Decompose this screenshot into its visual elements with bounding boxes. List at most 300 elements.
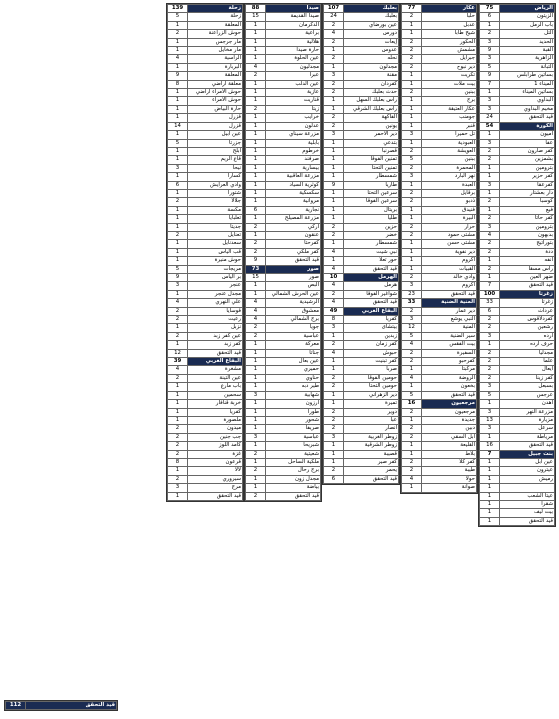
town-count: 2	[246, 240, 266, 248]
town-row	[402, 391, 477, 399]
total-label: قيد التحقق	[26, 702, 117, 710]
town-count: 1	[168, 47, 188, 55]
town-row	[324, 231, 399, 239]
town-name: شبريحا	[266, 442, 321, 450]
town-name: الحديد	[500, 38, 555, 46]
town-count: 1	[480, 484, 500, 492]
town-count: 1	[324, 198, 344, 206]
district-panel-1	[478, 3, 556, 527]
town-count: 1	[246, 189, 266, 197]
town-name: بيسارية	[266, 164, 321, 172]
town-row	[480, 517, 555, 525]
town-row	[402, 316, 477, 324]
town-name: بتوراتيج	[500, 240, 555, 248]
town-count: 2	[168, 198, 188, 206]
town-count: 1	[402, 114, 422, 122]
town-name: دير الاحمر	[344, 131, 399, 139]
town-count: 1	[402, 215, 422, 223]
town-count: 1	[324, 458, 344, 466]
town-count: 6	[480, 13, 500, 21]
town-row	[402, 131, 477, 139]
town-row	[402, 358, 477, 366]
district-header-row	[402, 5, 477, 13]
town-row	[402, 114, 477, 122]
district-total: 88	[246, 5, 266, 13]
town-name: اهدن	[500, 400, 555, 408]
town-row	[246, 21, 321, 29]
town-row	[480, 467, 555, 475]
town-name: قيد التحقق	[188, 349, 243, 357]
town-count: 1	[402, 450, 422, 458]
town-row	[168, 366, 243, 374]
town-count: 9	[480, 72, 500, 80]
town-name: عين الدلب	[266, 80, 321, 88]
town-row	[246, 416, 321, 424]
town-row	[324, 114, 399, 122]
town-row	[402, 475, 477, 483]
town-row	[480, 265, 555, 273]
town-name: حوش الامراء	[188, 97, 243, 105]
town-count: 3	[480, 223, 500, 231]
town-count: 2	[480, 198, 500, 206]
town-count: 2	[402, 147, 422, 155]
town-count: 3	[480, 383, 500, 391]
town-count: 1	[246, 131, 266, 139]
town-count: 3	[480, 181, 500, 189]
town-row	[480, 458, 555, 466]
town-count: 2	[246, 467, 266, 475]
town-name: دورس	[344, 30, 399, 38]
total-value: 112	[6, 702, 26, 710]
town-name: تمنين التحتا	[344, 164, 399, 172]
town-row	[402, 274, 477, 282]
town-row	[168, 299, 243, 307]
town-count: 1	[402, 265, 422, 273]
town-row	[324, 105, 399, 113]
district-total: 7	[480, 450, 500, 458]
town-row	[480, 475, 555, 483]
town-count: 4	[324, 265, 344, 273]
town-count: 7	[480, 80, 500, 88]
town-row	[480, 374, 555, 382]
town-count: 3	[402, 316, 422, 324]
town-count: 1	[402, 122, 422, 130]
town-name: المنية	[422, 324, 477, 332]
town-count: 1	[168, 147, 188, 155]
town-name: زحلة	[188, 13, 243, 21]
town-name: مجدليا	[500, 349, 555, 357]
town-name: شهابية	[266, 391, 321, 399]
town-name: حومين الفوقا	[344, 374, 399, 382]
town-row	[168, 122, 243, 130]
town-name: البربارة	[188, 63, 243, 71]
district-total: 75	[480, 5, 500, 13]
town-count: 3	[402, 173, 422, 181]
town-name: انصار	[344, 425, 399, 433]
town-row	[246, 332, 321, 340]
town-count: 2	[402, 458, 422, 466]
town-name: حناوي	[266, 374, 321, 382]
town-count: 4	[168, 55, 188, 63]
town-count: 1	[168, 492, 188, 500]
town-row	[168, 97, 243, 105]
town-name: ببنين	[422, 156, 477, 164]
town-name: نجارية	[266, 206, 321, 214]
town-count: 2	[168, 332, 188, 340]
town-row	[402, 332, 477, 340]
town-name: معركة	[266, 341, 321, 349]
town-row	[480, 358, 555, 366]
town-row	[324, 450, 399, 458]
town-count: 1	[168, 105, 188, 113]
town-name: كسارا	[188, 173, 243, 181]
town-row	[246, 105, 321, 113]
town-name: قب الياس	[188, 248, 243, 256]
town-row	[402, 181, 477, 189]
town-row	[168, 425, 243, 433]
town-name: حارة البياض	[188, 105, 243, 113]
town-row	[246, 80, 321, 88]
town-row	[168, 30, 243, 38]
town-name: عدوس	[344, 47, 399, 55]
town-name: ابلح	[188, 147, 243, 155]
town-name: رشعين	[500, 324, 555, 332]
town-count: 33	[480, 299, 500, 307]
town-row	[246, 89, 321, 97]
town-row	[246, 282, 321, 290]
town-row	[246, 475, 321, 483]
town-row	[480, 484, 555, 492]
town-row	[324, 13, 399, 21]
town-row	[324, 391, 399, 399]
town-count: 2	[402, 63, 422, 71]
town-row	[324, 198, 399, 206]
town-name: حرف ارده	[500, 341, 555, 349]
town-row	[246, 391, 321, 399]
town-row	[324, 416, 399, 424]
town-row	[324, 55, 399, 63]
town-name: قيد التحقق	[188, 492, 243, 500]
town-row	[168, 156, 243, 164]
town-count: 1	[246, 475, 266, 483]
town-row	[324, 173, 399, 181]
town-row	[168, 206, 243, 214]
district-total: 49	[324, 307, 344, 315]
town-name: صور	[266, 274, 321, 282]
town-row	[246, 189, 321, 197]
town-name: حرار	[422, 223, 477, 231]
town-name: بترومين	[500, 164, 555, 172]
town-count: 1	[168, 38, 188, 46]
town-row	[324, 139, 399, 147]
town-name: حور تعلا	[344, 257, 399, 265]
town-row	[402, 215, 477, 223]
town-count: 2	[480, 366, 500, 374]
town-row	[168, 257, 243, 265]
town-row	[168, 374, 243, 382]
town-row	[480, 89, 555, 97]
town-count: 1	[324, 97, 344, 105]
town-name: مزرعة المصيلح	[266, 215, 321, 223]
district-name: صور	[266, 265, 321, 273]
town-name: وادي العرايش	[188, 181, 243, 189]
town-count: 2	[324, 223, 344, 231]
town-row	[168, 80, 243, 88]
town-name: فيع	[500, 206, 555, 214]
town-row	[324, 206, 399, 214]
town-count: 5	[480, 63, 500, 71]
town-row	[402, 341, 477, 349]
town-name: قيد التحقق	[500, 114, 555, 122]
town-row	[246, 400, 321, 408]
town-row	[168, 475, 243, 483]
town-name: كفردان	[344, 80, 399, 88]
town-count: 2	[480, 240, 500, 248]
town-count: 2	[168, 433, 188, 441]
town-row	[246, 248, 321, 256]
town-name: بتدعي	[344, 139, 399, 147]
town-count: 4	[402, 341, 422, 349]
town-row	[402, 349, 477, 357]
town-row	[402, 374, 477, 382]
town-count: 1	[168, 206, 188, 214]
town-name: بساتين الميناء	[500, 89, 555, 97]
town-count: 3	[402, 131, 422, 139]
town-name: صربا	[344, 366, 399, 374]
town-name: كفرحبو	[422, 358, 477, 366]
town-name: كفر صير	[344, 458, 399, 466]
town-row	[246, 122, 321, 130]
town-count: 1	[480, 492, 500, 500]
town-count: 3	[480, 425, 500, 433]
town-name: عبا	[344, 416, 399, 424]
town-count: 1	[246, 484, 266, 492]
town-name: برج الشمالي	[266, 316, 321, 324]
town-count: 2	[402, 274, 422, 282]
town-count: 3	[168, 164, 188, 172]
town-count: 3	[480, 105, 500, 113]
town-count: 1	[168, 156, 188, 164]
town-row	[480, 80, 555, 88]
town-name: بترومين	[500, 223, 555, 231]
district-panel-3	[322, 3, 400, 485]
town-row	[480, 206, 555, 214]
town-row	[324, 63, 399, 71]
town-name: كفر زبد	[188, 341, 243, 349]
town-count: 1	[402, 206, 422, 214]
town-name: دير نفوية	[422, 248, 477, 256]
town-count: 1	[246, 38, 266, 46]
town-row	[480, 307, 555, 315]
town-name: المعلقة	[188, 21, 243, 29]
town-name: جبرايل	[422, 55, 477, 63]
town-count: 1	[324, 164, 344, 172]
town-name: مكسة	[188, 206, 243, 214]
town-count: 1	[246, 366, 266, 374]
town-row	[480, 139, 555, 147]
town-count: 1	[246, 425, 266, 433]
town-count: 4	[168, 299, 188, 307]
town-count: 1	[168, 114, 188, 122]
town-name: عنقون	[266, 231, 321, 239]
town-row	[324, 400, 399, 408]
town-row	[246, 374, 321, 382]
town-row	[480, 97, 555, 105]
town-name: برج رحال	[266, 467, 321, 475]
town-row	[402, 408, 477, 416]
town-count: 1	[246, 442, 266, 450]
town-count: 1	[324, 358, 344, 366]
town-row	[324, 189, 399, 197]
town-count: 1	[324, 442, 344, 450]
town-count: 1	[402, 484, 422, 492]
town-name: مقنة	[344, 72, 399, 80]
town-count: 2	[324, 374, 344, 382]
town-count: 1	[246, 341, 266, 349]
town-count: 2	[402, 223, 422, 231]
town-row	[246, 198, 321, 206]
town-name: مار مخايل	[188, 47, 243, 55]
town-row	[168, 324, 243, 332]
district-name: زغرتا	[500, 290, 555, 298]
town-row	[246, 299, 321, 307]
town-row	[246, 383, 321, 391]
town-count: 1	[168, 240, 188, 248]
town-name: خرطوم	[266, 147, 321, 155]
town-count: 2	[324, 114, 344, 122]
town-count: 4	[246, 316, 266, 324]
town-name: وادي خالد	[422, 274, 477, 282]
town-count: 1	[480, 458, 500, 466]
town-count: 2	[480, 147, 500, 155]
town-name: عيتا الشعب	[500, 492, 555, 500]
town-row	[402, 324, 477, 332]
town-row	[480, 231, 555, 239]
town-name: نزبل	[188, 324, 243, 332]
town-name: عرداث	[500, 307, 555, 315]
town-row	[246, 97, 321, 105]
town-name: مشمش	[422, 47, 477, 55]
town-count: 1	[324, 450, 344, 458]
town-count: 1	[168, 21, 188, 29]
town-row	[402, 164, 477, 172]
district-header-row	[246, 265, 321, 273]
town-count: 1	[246, 55, 266, 63]
town-name: سيروري	[188, 475, 243, 483]
town-count: 1	[324, 257, 344, 265]
town-row	[168, 307, 243, 315]
town-row	[324, 156, 399, 164]
town-count: 1	[324, 206, 344, 214]
town-name: صريفا	[266, 425, 321, 433]
town-name: الراسية	[188, 55, 243, 63]
town-count: 2	[246, 324, 266, 332]
town-count: 1	[480, 274, 500, 282]
town-count: 1	[480, 400, 500, 408]
town-count: 2	[402, 425, 422, 433]
town-row	[246, 492, 321, 500]
town-name: بيت ملات	[422, 80, 477, 88]
town-row	[168, 72, 243, 80]
town-row	[246, 215, 321, 223]
town-count: 1	[324, 391, 344, 399]
town-name: ذدبو	[422, 198, 477, 206]
town-count: 2	[402, 358, 422, 366]
town-row	[168, 181, 243, 189]
town-count: 4	[402, 374, 422, 382]
district-name: مرجعيون	[422, 400, 477, 408]
town-name: جديتا	[188, 223, 243, 231]
district-header-row	[480, 5, 555, 13]
town-row	[324, 215, 399, 223]
town-row	[168, 332, 243, 340]
town-row	[402, 257, 477, 265]
town-row	[246, 316, 321, 324]
town-name: مجدل زون	[266, 475, 321, 483]
town-count: 2	[246, 492, 266, 500]
town-name	[500, 484, 555, 492]
town-row	[168, 458, 243, 466]
town-name: التل	[500, 30, 555, 38]
town-count: 2	[480, 358, 500, 366]
town-count: 7	[480, 282, 500, 290]
town-count: 5	[402, 391, 422, 399]
town-row	[246, 240, 321, 248]
town-count: 2	[402, 38, 422, 46]
town-name: صرفند	[266, 156, 321, 164]
town-name: عباسية	[266, 332, 321, 340]
town-row	[480, 332, 555, 340]
town-row	[246, 358, 321, 366]
town-row	[324, 181, 399, 189]
town-name: النبي يوشع	[422, 316, 477, 324]
town-row	[324, 467, 399, 475]
town-count: 4	[246, 63, 266, 71]
town-row	[324, 265, 399, 273]
town-name: راس بعلبك السهل	[344, 97, 399, 105]
town-name: حبوش	[344, 349, 399, 357]
town-name: مزيارة	[500, 416, 555, 424]
town-name: قيد التحقق	[266, 492, 321, 500]
town-row	[324, 21, 399, 29]
town-name: تل حميرا	[422, 131, 477, 139]
town-row	[480, 316, 555, 324]
town-name: القليعة	[422, 442, 477, 450]
town-name: برقايل	[422, 189, 477, 197]
town-count: 5	[168, 139, 188, 147]
town-row	[168, 63, 243, 71]
town-row	[246, 223, 321, 231]
town-name: بدبهون	[500, 231, 555, 239]
town-count: 1	[246, 21, 266, 29]
town-name: عين بورضاي	[344, 21, 399, 29]
town-name: جزرتا	[188, 139, 243, 147]
town-name: اركي	[266, 223, 321, 231]
town-name: هلالية	[266, 38, 321, 46]
town-row	[480, 299, 555, 307]
town-row	[324, 47, 399, 55]
district-name: زحلة	[188, 5, 243, 13]
town-row	[246, 13, 321, 21]
town-name: مريجات	[188, 265, 243, 273]
town-count: 9	[168, 72, 188, 80]
town-count: 1	[246, 139, 266, 147]
town-name: دير عمار	[422, 307, 477, 315]
town-name: شحور	[266, 416, 321, 424]
town-row	[480, 156, 555, 164]
town-count: 2	[402, 189, 422, 197]
town-row	[402, 147, 477, 155]
